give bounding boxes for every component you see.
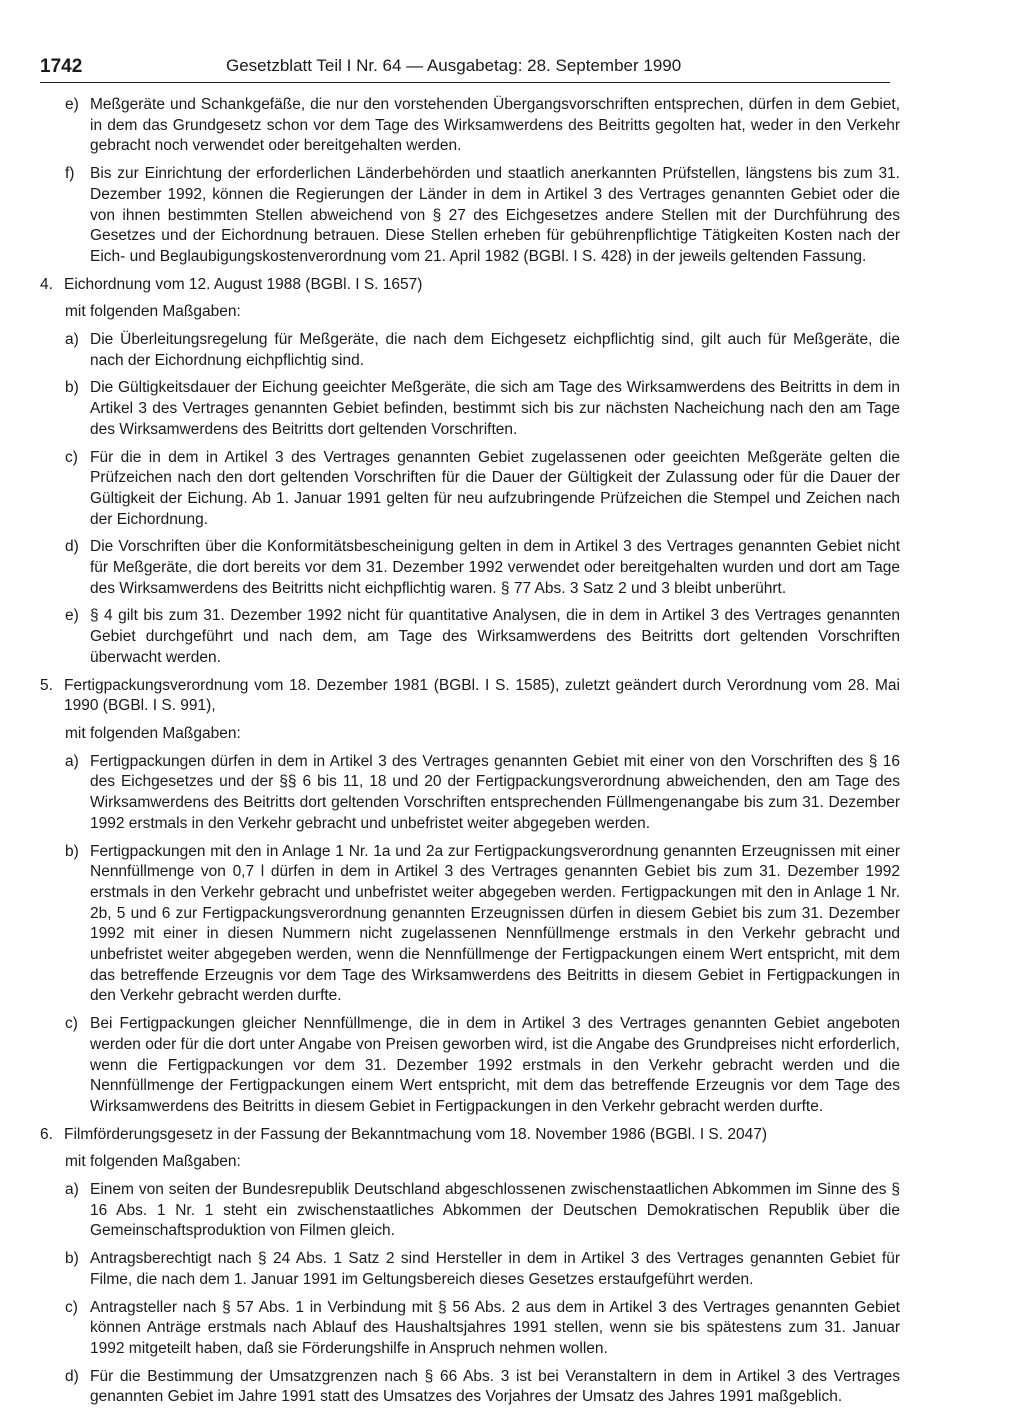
item-text: mit folgenden Maßgaben: (65, 303, 241, 321)
sub-item (40, 448, 900, 531)
numbered-item (40, 275, 900, 296)
page-number: 1742 (40, 56, 83, 77)
sub-item (40, 1180, 900, 1242)
sub-item (40, 1298, 900, 1360)
gazette-title: Gesetzblatt Teil I Nr. 64 — Ausgabetag: 28. September 1990 (226, 56, 682, 75)
item-text: § 4 gilt bis zum 31. Dezember 1992 nicht für quantitative Analysen, die in dem in Artikel 3 des Vertrages genannten Gebiet durchgeführt und nach dem, am Tage des Wirksamwerdens des Beitritts dort geltenden Vorschriften überwacht werden. (90, 607, 900, 666)
numbered-item (40, 676, 900, 717)
item-marker: e) (65, 96, 79, 113)
sub-item (40, 752, 900, 835)
sub-item (40, 842, 900, 1008)
item-marker: e) (65, 607, 79, 625)
sub-item (40, 95, 900, 157)
sub-item (40, 537, 900, 599)
sub-item (40, 1014, 900, 1118)
intro-line (40, 724, 900, 745)
sub-item (40, 606, 900, 668)
item-marker: b) (65, 379, 79, 397)
item-marker: 6. (40, 1125, 53, 1143)
item-text: mit folgenden Maßgaben: (65, 724, 241, 742)
item-marker: a) (65, 1181, 79, 1199)
numbered-item (40, 1125, 900, 1146)
item-text: Eichordnung vom 12. August 1988 (BGBl. I S. 1657) (64, 275, 423, 293)
item-marker: c) (65, 1015, 78, 1033)
item-text: Die Gültigkeitsdauer der Eichung geeichter Meßgeräte, die sich am Tage des Wirksamwerdens des Beitritts in dem in Artikel 3 des Vertrages genannten Gebiet befinden, bestimmt sich bis zur nächsten Nacheichung nach den am Tage des Wirksamwerdens des Beitritts dort geltenden Vorschriften. (90, 379, 900, 438)
document-body (40, 95, 900, 1415)
item-marker: a) (65, 331, 79, 349)
item-marker: d) (65, 1367, 79, 1385)
item-text: Für die in dem in Artikel 3 des Vertrages genannten Gebiet zugelassenen oder geeichten Meßgeräte gelten die Prüfzeichen nach den dort geltenden Vorschriften für die Dauer der Gültigkeit der Zulassung oder für die Dauer der Gültigkeit der Eichung. Ab 1. Januar 1991 gelten für neu aufzubringende Prüfzeichen die Stempel und Zeichen nach der Eichordnung. (90, 448, 900, 528)
item-text: Fertigpackungen dürfen in dem in Artikel 3 des Vertrages genannten Gebiet mit einer von den Vorschriften des § 16 des Eichgesetzes und der §§ 6 bis 11, 18 und 20 der Fertigpackungsverordnung abweichenden, den am Tage des Wirksamwerdens des Beitritts dort geltenden Vorschriften entsprechenden Füllmengenangabe bis zum 31. Dezember 1992 erstmals in den Verkehr gebracht und unbefristet weiter abgegeben werden. (90, 752, 900, 832)
sub-item (40, 1367, 900, 1408)
sub-item (40, 378, 900, 440)
item-marker: d) (65, 538, 79, 556)
item-text: Für die Bestimmung der Umsatzgrenzen nach § 66 Abs. 3 ist bei Veranstaltern in dem in Artikel 3 des Vertrages genannten Gebiet im Jahre 1991 statt des Umsatzes des Vorjahres der Umsatz des Jahres 1991 maßgeblich. (90, 1367, 900, 1406)
item-text: Filmförderungsgesetz in der Fassung der Bekanntmachung vom 18. November 1986 (BGBl. I S. 2047) (64, 1125, 768, 1143)
item-text: Bei Fertigpackungen gleicher Nennfüllmenge, die in dem in Artikel 3 des Vertrages genannten Gebiet angeboten werden oder für die dort unter Angabe von Preisen geworben wird, ist die Angabe des Grundpreises nicht erforderlich, wenn die Fertigpackungen vor dem 31. Dezember 1992 erstmals in den Verkehr gebracht werden und die Nennfüllmenge der Fertigpackungen einem Wert entspricht, mit dem das betreffende Erzeugnis vor dem Tage des Wirksamwerdens des Beitritts in diesem Gebiet in Fertigpackungen in den Verkehr gebracht werden durfte. (90, 1015, 900, 1115)
item-marker: f) (65, 165, 75, 183)
item-text: Antragsberechtigt nach § 24 Abs. 1 Satz 2 sind Hersteller in dem in Artikel 3 des Vertrages genannten Gebiet für Filme, die nach dem 1. Januar 1991 im Geltungsbereich dieses Gesetzes erstaufgeführt werden. (90, 1250, 900, 1288)
item-text: Einem von seiten der Bundesrepublik Deutschland abgeschlossenen zwischenstaatlichen Abkommen im Sinne des § 16 Abs. 1 Nr. 1 steht ein zwischenstaatliches Abkommen der Deutschen Demokratischen Republik über die Gemeinschaftsproduktion von Filmen gleich. (90, 1181, 900, 1240)
sub-item (40, 164, 900, 268)
item-text: Fertigpackungen mit den in Anlage 1 Nr. 1a und 2a zur Fertigpackungsverordnung genannten Erzeugnissen mit einer Nennfüllmenge von 0,7 l dürfen in dem in Artikel 3 des Vertrages genannten Gebiet bis zum 31. Dezember 1992 erstmals in den Verkehr gebracht und unbefristet weiter abgegeben werden. Fertigpackungen mit den in Anlage 1 Nr. 2b, 5 und 6 zur Fertigpackungsverordnung genannten Erzeugnissen dürfen in diesem Gebiet bis zum 31. Dezember 1992 mit einer in diesen Nummern nicht zugelassenen Nennfüllmenge erstmals in den Verkehr gebracht und unbefristet weiter abgegeben werden, wenn die Nennfüllmenge der Fertigpackungen einem Wert entspricht, mit dem das betreffende Erzeugnis vor dem Tage des Wirksamwerdens des Beitritts in diesem Gebiet in Fertigpackungen in den Verkehr gebracht werden durfte. (90, 842, 900, 1005)
item-marker: 4. (40, 275, 53, 293)
item-marker: a) (65, 752, 79, 770)
item-marker: b) (65, 1250, 79, 1268)
item-text: mit folgenden Maßgaben: (65, 1153, 241, 1171)
page-header (40, 56, 890, 83)
intro-line (40, 302, 900, 323)
item-text: Fertigpackungsverordnung vom 18. Dezember 1981 (BGBl. I S. 1585), zuletzt geändert durch Verordnung vom 28. Mai 1990 (BGBl. I S. 991), (64, 676, 900, 715)
item-text: Die Vorschriften über die Konformitätsbescheinigung gelten in dem in Artikel 3 des Vertrages genannten Gebiet nicht für Meßgeräte, die dort bereits vor dem 31. Dezember 1992 verwendet oder bereitgehalten wurden und dort am Tage des Wirksamwerdens des Beitritts nicht eichpflichtig waren. § 77 Abs. 3 Satz 2 und 3 bleibt unberührt. (90, 538, 900, 597)
item-marker: c) (65, 448, 78, 466)
item-text: Antragsteller nach § 57 Abs. 1 in Verbindung mit § 56 Abs. 2 aus dem in Artikel 3 des Vertrages genannten Gebiet können Anträge erstmals nach Ablauf des Haushaltsjahres 1991 stellen, wenn sie bis spätestens zum 31. Januar 1992 mitgeteilt haben, daß sie Förderungshilfe in Anspruch nehmen wollen. (90, 1298, 900, 1357)
item-text: Die Überleitungsregelung für Meßgeräte, die nach dem Eichgesetz eichpflichtig sind, gilt auch für Meßgeräte, die nach der Eichordnung eichpflichtig sind. (90, 331, 900, 369)
sub-item (40, 330, 900, 371)
item-text: Bis zur Einrichtung der erforderlichen Länderbehörden und staatlich anerkannten Prüfstellen, längstens bis zum 31. Dezember 1992, können die Regierungen der Länder in dem in Artikel 3 des Vertrages genannten Gebiet oder die von ihnen bestimmten Stellen abweichend von § 27 des Eichgesetzes andere Stellen mit der Durchführung des Gesetzes und der Eichordnung betrauen. Diese Stellen erheben für gebührenpflichtige Tätigkeiten Kosten nach der Eich- und Beglaubigungskostenverordnung vom 21. April 1982 (BGBl. I S. 428) in der jeweils geltenden Fassung. (90, 165, 900, 265)
item-marker: c) (65, 1298, 78, 1316)
item-text: Meßgeräte und Schankgefäße, die nur den vorstehenden Übergangsvorschriften entsprechen, dürfen in dem Gebiet, in dem das Grundgesetz schon vor dem Tage des Wirksamwerdens des Beitritts gegolten hat, weder in den Verkehr gebracht noch verwendet oder bereitgehalten werden. (90, 96, 900, 155)
item-marker: b) (65, 842, 79, 860)
item-marker: 5. (40, 676, 53, 694)
sub-item (40, 1249, 900, 1290)
intro-line (40, 1152, 900, 1173)
